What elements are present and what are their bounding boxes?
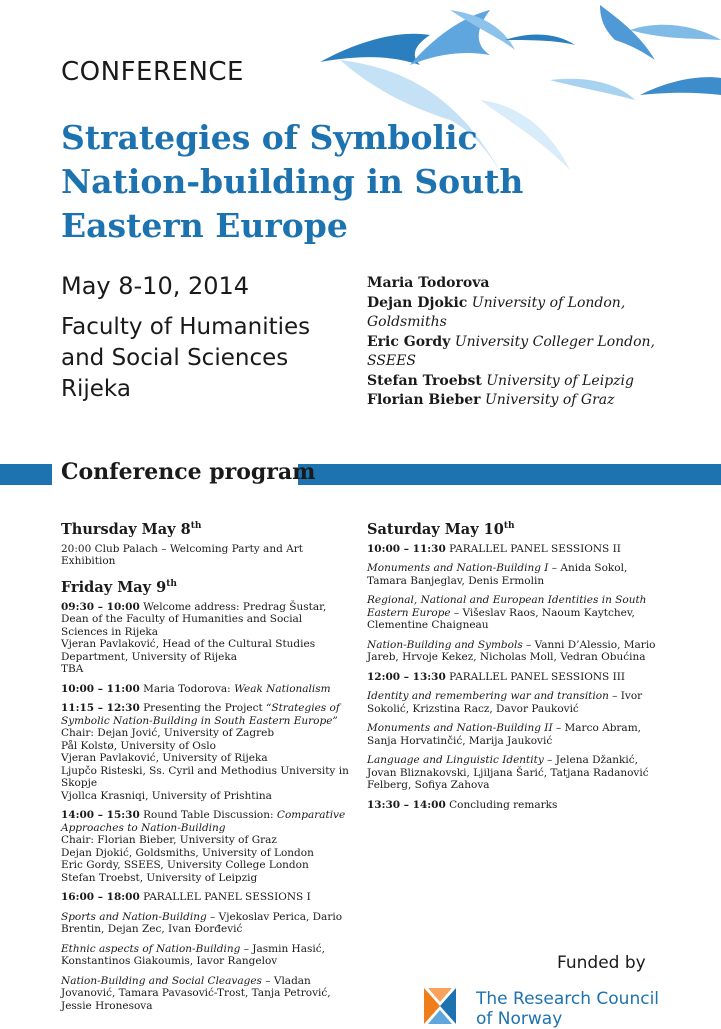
program-entry: 10:00 – 11:00 Maria Todorova: Weak Nationalism [61, 682, 331, 695]
panel-entry: Language and Linguistic Identity – Jelena Džankić, Jovan Bliznakovski, Ljiljana Šarić, Tatjana Radanović Felberg, Sofiya Zahova [367, 754, 649, 792]
program-column-left [61, 517, 351, 1019]
conference-label: CONFERENCE [61, 57, 244, 87]
title-line: Nation-building in South [61, 162, 524, 201]
title-line: Strategies of Symbolic [61, 118, 478, 157]
bird-dark-far-right [640, 77, 721, 95]
conference-date: May 8-10, 2014 [61, 272, 250, 300]
speaker-affiliation-cont: Goldsmiths [367, 314, 447, 330]
speaker-name: Dejan Djokic [367, 294, 468, 311]
panel-entry: Sports and Nation-Building – Vjekoslav Perica, Dario Brentin, Dejan Zec, Ivan Đorđević [61, 910, 343, 936]
conference-venue [61, 312, 361, 405]
entry-time: 11:15 – 12:30 [61, 702, 140, 715]
panel-entry: Nation-Building and Symbols – Vanni D’Alessio, Mario Jareb, Hrvoje Kekez, Nicholas Moll, Vedran Obućina [367, 638, 656, 664]
heading-band-left [0, 464, 52, 485]
speaker-name: Stefan Troebst [367, 372, 482, 389]
speaker [367, 333, 667, 353]
day-heading: Thursday May 8th [61, 520, 202, 538]
speaker-name: Eric Gordy [367, 333, 451, 350]
program-entry: 11:15 – 12:30 Presenting the Project “Strategies of Symbolic Nation-Building in South Eastern Europe” Chair: Dejan Jović, University of Zagreb Pål Kolstø, University of Oslo Vjeran Pavlaković, University of Rijeka Ljupčo Risteski, Ss. Cyril and Methodius University in Skopje Vjollca Krasniqi, University of Prishtina [61, 702, 349, 802]
speaker-name: Maria Todorova [367, 275, 490, 291]
panel-entry: Nation-Building and Social Cleavages – Vladan Jovanović, Tamara Pavasović-Trost, Tanja Petrović, Jessie Hronesova [61, 974, 331, 1012]
speaker [367, 274, 667, 294]
day-heading: Friday May 9th [61, 578, 177, 596]
title-line: Eastern Europe [61, 206, 348, 245]
entry-time: 13:30 – 14:00 [367, 798, 446, 811]
program-entry: 14:00 – 15:30 Round Table Discussion: Comparative Approaches to Nation-Building Chair: Florian Bieber, University of Graz Dejan Djokić, Goldsmiths, University of London Eric Gordy, SSEES, University College London Stefan Troebst, University of Leipzig [61, 809, 346, 884]
speaker-name: Florian Bieber [367, 392, 481, 408]
venue-line: Faculty of Humanities [61, 314, 311, 340]
program-heading: Conference program [61, 459, 316, 485]
heading-band-right [298, 464, 721, 485]
entry-time: 09:30 – 10:00 [61, 600, 140, 613]
program-entry: 16:00 – 18:00 PARALLEL PANEL SESSIONS I [61, 891, 311, 904]
program-entry: 12:00 – 13:30 PARALLEL PANEL SESSIONS III [367, 670, 626, 683]
panel-entry: Identity and remembering war and transition – Ivor Sokolić, Krizstina Racz, Davor Pauković [367, 690, 643, 715]
panel-entry: Ethnic aspects of Nation-Building – Jasmin Hasić, Konstantinos Giakoumis, Iavor Rangelov [61, 942, 325, 968]
venue-line: Rijeka [61, 376, 131, 402]
speaker [367, 294, 667, 314]
panel-entry: Regional, National and European Identities in South Eastern Europe – Višeslav Raos, Naoum Kaytchev, Clementine Chaigneau [367, 594, 647, 632]
entry-time: 16:00 – 18:00 [61, 891, 140, 904]
day-heading: Saturday May 10th [367, 520, 515, 538]
entry-time: 10:00 – 11:30 [367, 542, 446, 555]
program-entry: 13:30 – 14:00 Concluding remarks [367, 798, 558, 811]
speaker [367, 372, 667, 392]
bird-dark-top [505, 35, 575, 45]
bird-dark-left [320, 34, 430, 65]
bird-light-right [630, 25, 721, 40]
keynote-speakers [367, 274, 667, 411]
funded-by-label: Funded by [557, 953, 646, 973]
venue-line: and Social Sciences [61, 345, 289, 371]
speaker-affiliation: University Colleger London, [454, 333, 656, 350]
speaker-affiliation: University of London, [471, 294, 626, 311]
bird-light-bottom [550, 79, 635, 100]
speaker-affiliation: University of Graz [485, 392, 615, 408]
panel-entry: Monuments and Nation-Building II – Marco Abram, Sanja Horvatinčić, Marija Jauković [367, 722, 641, 747]
entry-time: 12:00 – 13:30 [367, 670, 446, 683]
research-council-name: The Research Council of Norway [476, 989, 660, 1029]
program-entry: 20:00 Club Palach – Welcoming Party and Art Exhibition [61, 542, 303, 568]
program-column-right [367, 517, 657, 818]
entry-time: 10:00 – 11:00 [61, 682, 140, 695]
research-council-logo-icon [420, 986, 460, 1026]
program-entry: 10:00 – 11:30 PARALLEL PANEL SESSIONS II [367, 542, 621, 555]
conference-title [61, 116, 581, 248]
program-entry: 09:30 – 10:00 Welcome address: Predrag Šustar, Dean of the Faculty of Humanities and Social Sciences in Rijeka Vjeran Pavlaković, Head of the Cultural Studies Department, University of Rijeka TBA [61, 600, 327, 676]
speaker-affiliation-cont: SSEES [367, 353, 416, 369]
panel-entry: Monuments and Nation-Building I – Anida Sokol, Tamara Banjeglav, Denis Ermolin [367, 562, 628, 587]
entry-time: 14:00 – 15:30 [61, 809, 140, 822]
speaker-affiliation: University of Leipzig [486, 372, 634, 389]
speaker [367, 391, 667, 411]
